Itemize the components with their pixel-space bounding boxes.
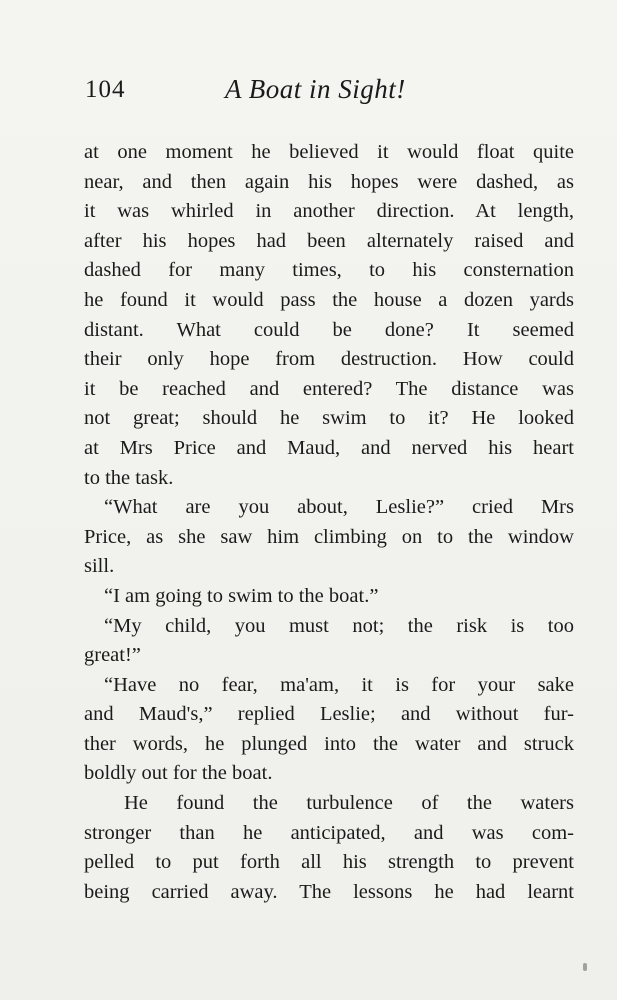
text-line: he found it would pass the house a dozen yards bbox=[84, 288, 574, 311]
text-line: after his hopes had been alternately raised and bbox=[84, 229, 574, 252]
text-line: pelled to put forth all his strength to prevent bbox=[84, 851, 574, 874]
text-line: ther words, he plunged into the water and struck bbox=[84, 732, 574, 755]
page-number: 104 bbox=[85, 76, 126, 103]
text-line: “My child, you must not; the risk is too bbox=[104, 614, 574, 637]
text-line: great!” bbox=[84, 644, 141, 667]
text-line: stronger than he anticipated, and was com- bbox=[84, 821, 574, 844]
text-line: their only hope from destruction. How could bbox=[84, 348, 574, 371]
text-line: dashed for many times, to his consternation bbox=[84, 259, 574, 282]
text-line: at one moment he believed it would float quite bbox=[84, 141, 574, 163]
text-line: near, and then again his hopes were dashed, as bbox=[84, 170, 574, 193]
ink-speck bbox=[583, 963, 587, 971]
text-line: to the task. bbox=[84, 466, 174, 489]
text-line: being carried away. The lessons he had learnt bbox=[84, 880, 574, 903]
text-line: “I am going to swim to the boat.” bbox=[104, 584, 379, 607]
text-line: “Have no fear, ma'am, it is for your sake bbox=[104, 673, 574, 696]
body-text bbox=[84, 138, 574, 907]
text-line: boldly out for the boat. bbox=[84, 762, 273, 785]
running-title: A Boat in Sight! bbox=[225, 74, 406, 104]
text-line: it was whirled in another direction. At length, bbox=[84, 200, 574, 223]
page-header bbox=[85, 70, 572, 110]
text-line: at Mrs Price and Maud, and nerved his heart bbox=[84, 436, 574, 459]
text-line: Price, as she saw him climbing on to the window bbox=[84, 525, 574, 548]
text-line: and Maud's,” replied Leslie; and without fur- bbox=[84, 703, 574, 726]
text-line: He found the turbulence of the waters bbox=[124, 792, 574, 815]
text-line: “What are you about, Leslie?” cried Mrs bbox=[104, 496, 574, 519]
text-line: it be reached and entered? The distance was bbox=[84, 377, 574, 400]
text-line: not great; should he swim to it? He looked bbox=[84, 407, 574, 430]
text-line: distant. What could be done? It seemed bbox=[84, 318, 574, 341]
text-line: sill. bbox=[84, 555, 115, 578]
